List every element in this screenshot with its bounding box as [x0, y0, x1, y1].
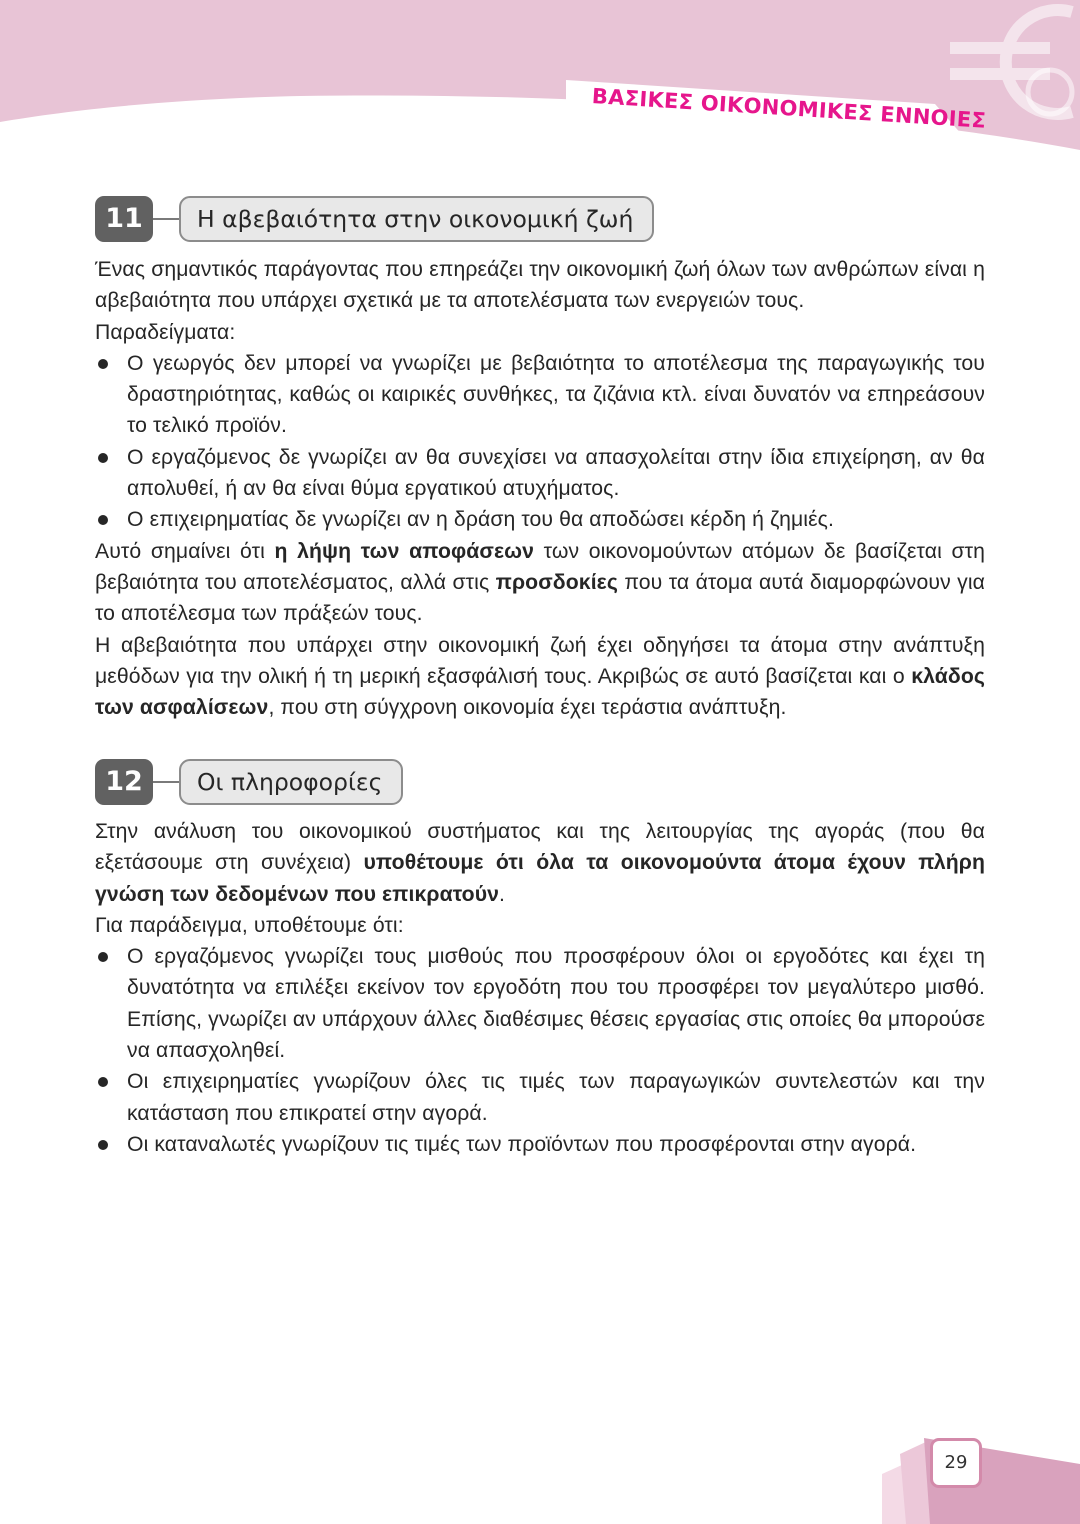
bold-term: η λήψη των αποφάσεων — [274, 539, 535, 563]
examples-label: Παραδείγματα: — [95, 320, 236, 344]
page-number: 29 — [930, 1438, 982, 1488]
section-number: 12 — [95, 759, 153, 805]
list-item: Ο εργαζόμενος γνωρίζει τους μισθούς που προσφέρουν όλοι οι εργοδότες και έχει τη δυνατότητα να επιλέξει εκείνον τον εργοδότη που του προσφέρει τον μεγαλύτερο μισθό. Επίσης, γνωρίζει αν υπάρχουν άλλες διαθέσιμες θέσεις εργασίας στις οποίες θα μπορούσε να απασχοληθεί. — [95, 941, 985, 1066]
list-item: Οι καταναλωτές γνωρίζουν τις τιμές των προϊόντων που προσφέρονται στην αγορά. — [95, 1129, 985, 1160]
assumption-paragraph: Στην ανάλυση του οικονομικού συστήματος και της λειτουργίας της αγοράς (που θα εξετάσουμε στη συνέχεια) υποθέτουμε ότι όλα τα οικονομούντα άτομα έχουν πλήρη γνώση των δεδομένων που επικρατούν. — [95, 820, 986, 906]
section-11-body — [95, 254, 985, 723]
list-item: Ο επιχειρηματίας δε γνωρίζει αν η δράση του θα αποδώσει κέρδη ή ζημιές. — [95, 504, 985, 535]
list-item: Ο εργαζόμενος δε γνωρίζει αν θα συνεχίσει να απασχολείται στην ίδια επιχείρηση, αν θα απολυθεί, ή αν θα είναι θύμα εργατικού ατυχήματος. — [95, 442, 985, 505]
examples-list — [95, 348, 985, 536]
connector-line — [153, 218, 181, 220]
expectations-paragraph: Αυτό σημαίνει ότι η λήψη των αποφάσεων των οικονομούντων ατόμων δε βασίζεται στη βεβαιότητα του αποτελέσματος, αλλά στις προσδοκίες που τα άτομα αυτά διαμορφώνουν για το αποτέλεσμα των πράξεών τους. — [95, 539, 985, 626]
section-title: Οι πληροφορίες — [179, 759, 403, 805]
connector-line — [153, 781, 181, 783]
insurance-paragraph: Η αβεβαιότητα που υπάρχει στην οικονομική ζωή έχει οδηγήσει τα άτομα στην ανάπτυξη μεθόδων για την ολική ή τη μερική εξασφάλισή τους. Ακριβώς σε αυτό βασίζεται και ο κλάδος των ασφαλίσεων, που στη σύγχρονη οικονομία έχει τεράστια ανάπτυξη. — [95, 633, 985, 720]
chapter-title: ΒΑΣΙΚΕΣ ΟΙΚΟΝΟΜΙΚΕΣ ΕΝΝΟΙΕΣ — [591, 84, 987, 133]
section-title: Η αβεβαιότητα στην οικονομική ζωή — [179, 196, 654, 242]
bold-term: κλάδος των ασφαλίσεων — [95, 664, 985, 720]
example-label: Για παράδειγμα, υποθέτουμε ότι: — [95, 913, 404, 937]
examples-list — [95, 941, 985, 1160]
header-band — [0, 0, 1080, 160]
intro-paragraph: Ένας σημαντικός παράγοντας που επηρεάζει την οικονομική ζωή όλων των ανθρώπων είναι η αβεβαιότητα που υπάρχει σχετικά με τα αποτελέσματα των ενεργειών τους. — [95, 258, 985, 313]
list-item: Ο γεωργός δεν μπορεί να γνωρίζει με βεβαιότητα το αποτέλεσμα της παραγωγικής του δραστηριότητας, καθώς οι καιρικές συνθήκες, τα ζιζάνια κτλ. είναι δυνατόν να επηρεάσουν το τελικό προϊόν. — [95, 348, 985, 442]
list-item: Οι επιχειρηματίες γνωρίζουν όλες τις τιμές των παραγωγικών συντελεστών και την κατάσταση που επικρατεί στην αγορά. — [95, 1066, 985, 1129]
section-number: 11 — [95, 196, 153, 242]
section-12-body — [95, 816, 985, 1160]
bold-term: υποθέτουμε ότι όλα τα οικονομούντα άτομα έχουν πλήρη γνώση των δεδομένων που επικρατούν — [95, 851, 986, 906]
bold-term: προσδοκίες — [495, 570, 618, 594]
